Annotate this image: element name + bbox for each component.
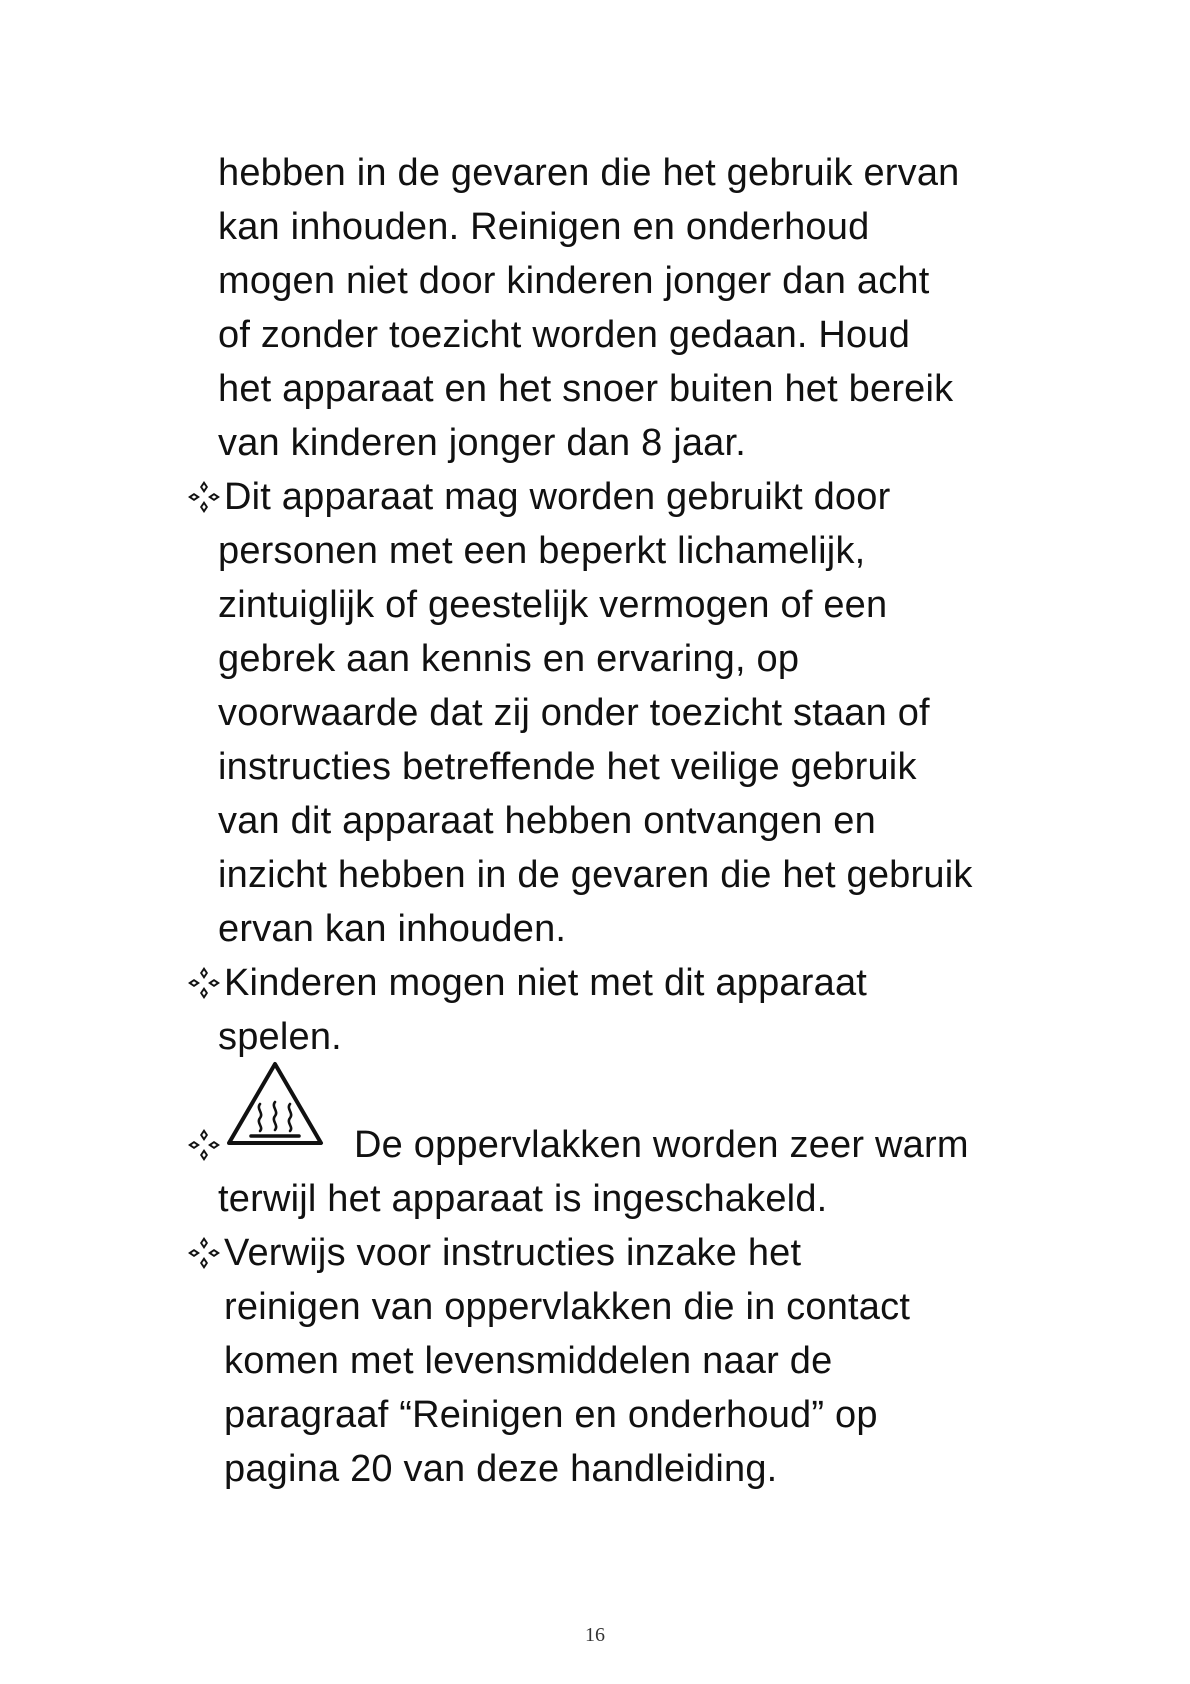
- hot-surface-warning-icon: [222, 1058, 328, 1150]
- paragraph-line: Verwijs voor instructies inzake het: [224, 1232, 802, 1274]
- paragraph-line: ervan kan inhouden.: [218, 908, 567, 950]
- paragraph-line: spelen.: [218, 1016, 342, 1058]
- paragraph-line: voorwaarde dat zij onder toezicht staan of: [218, 692, 930, 734]
- paragraph-line: paragraaf “Reinigen en onderhoud” op: [224, 1394, 878, 1436]
- paragraph-line: terwijl het apparaat is ingeschakeld.: [218, 1178, 828, 1220]
- paragraph-line: reinigen van oppervlakken die in contact: [224, 1286, 911, 1328]
- paragraph-line: kan inhouden. Reinigen en onderhoud: [218, 206, 870, 248]
- paragraph-line: Kinderen mogen niet met dit apparaat: [224, 962, 868, 1004]
- paragraph-line: instructies betreffende het veilige gebruik: [218, 746, 917, 788]
- paragraph-line: pagina 20 van deze handleiding.: [224, 1448, 778, 1490]
- diamond-bullet-icon: [184, 1226, 224, 1280]
- paragraph-line: inzicht hebben in de gevaren die het gebruik: [218, 854, 973, 896]
- paragraph-line: of zonder toezicht worden gedaan. Houd: [218, 314, 911, 356]
- paragraph-line: hebben in de gevaren die het gebruik ervan: [218, 152, 960, 194]
- paragraph-line: Dit apparaat mag worden gebruikt door: [224, 476, 891, 518]
- diamond-bullet-icon: [184, 956, 224, 1010]
- diamond-bullet-icon: [184, 470, 224, 524]
- paragraph-line: zintuiglijk of geestelijk vermogen of een: [218, 584, 888, 626]
- paragraph-line: De oppervlakken worden zeer warm: [354, 1124, 969, 1166]
- paragraph-line: van kinderen jonger dan 8 jaar.: [218, 422, 747, 464]
- page-number: 16: [585, 1624, 605, 1646]
- paragraph-line: mogen niet door kinderen jonger dan acht: [218, 260, 930, 302]
- paragraph-line: komen met levensmiddelen naar de: [224, 1340, 833, 1382]
- paragraph-line: personen met een beperkt lichamelijk,: [218, 530, 866, 572]
- diamond-bullet-icon: [184, 1118, 224, 1172]
- paragraph-line: het apparaat en het snoer buiten het bereik: [218, 368, 954, 410]
- paragraph-line: gebrek aan kennis en ervaring, op: [218, 638, 800, 680]
- paragraph-line: van dit apparaat hebben ontvangen en: [218, 800, 876, 842]
